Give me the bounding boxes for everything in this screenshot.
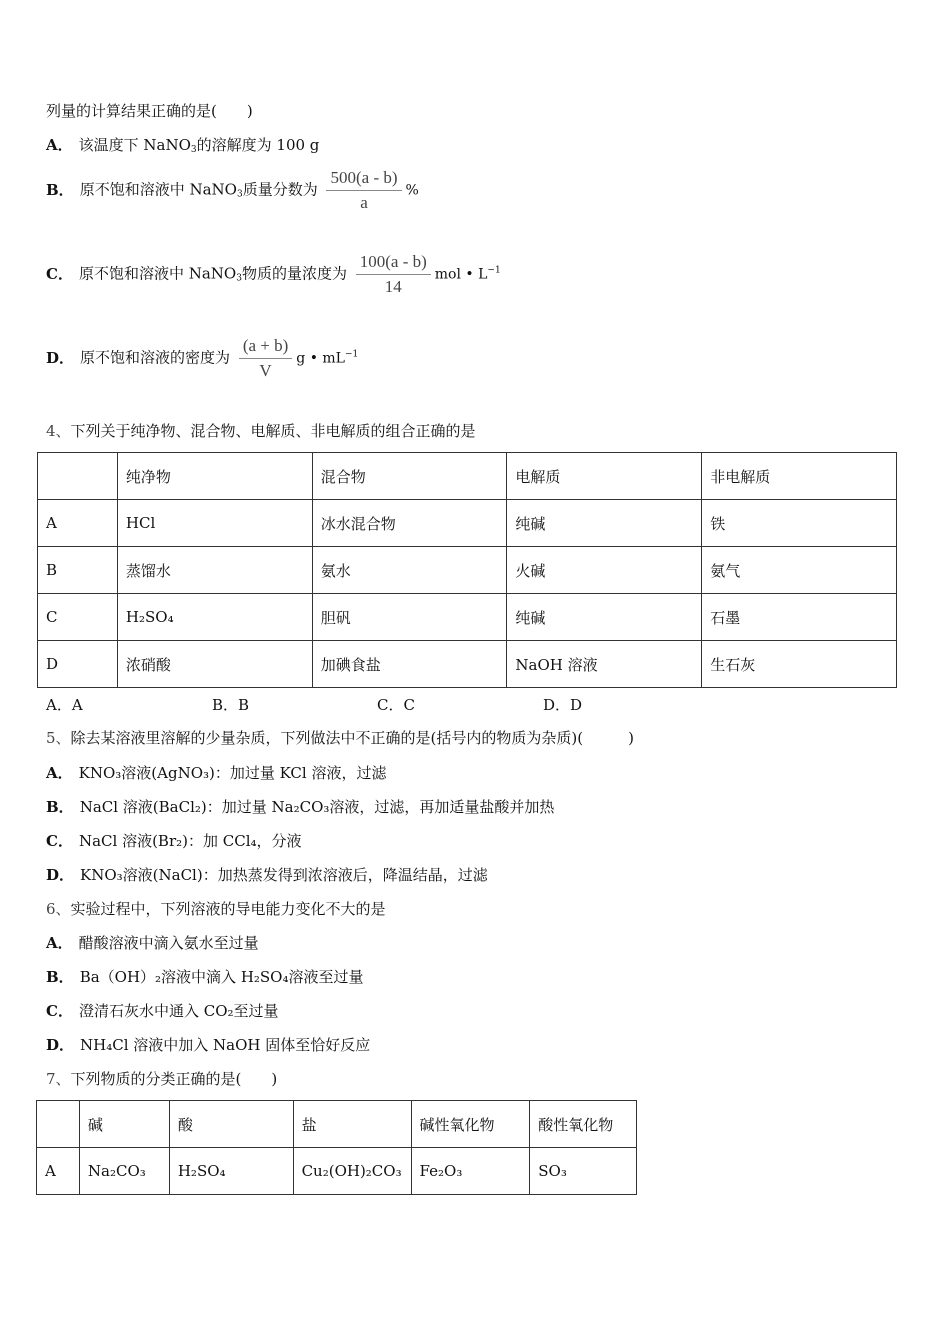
table-header: 非电解质	[702, 453, 897, 500]
fraction	[326, 168, 401, 213]
table-header: 盐	[293, 1101, 411, 1148]
table-header	[37, 1101, 80, 1148]
table-cell: Cu₂(OH)₂CO₃	[293, 1148, 411, 1195]
q3-option-c	[46, 252, 501, 297]
q5-option-d	[46, 865, 488, 885]
option-letter: A．	[46, 764, 73, 782]
q7-table	[36, 1100, 637, 1195]
option-letter: B．	[46, 798, 74, 816]
fraction	[356, 252, 431, 297]
option-text: NH₄Cl 溶液中加入 NaOH 固体至恰好反应	[80, 1036, 371, 1054]
option-text: Ba（OH）₂溶液中滴入 H₂SO₄溶液至过量	[79, 968, 364, 986]
table-cell: 火碱	[507, 547, 702, 594]
table-cell: 铁	[702, 500, 897, 547]
fraction-denominator: a	[360, 193, 368, 212]
table-cell: HCl	[117, 500, 312, 547]
table-cell: 氨气	[702, 547, 897, 594]
option-text: 澄清石灰水中通入 CO₂至过量	[78, 1002, 279, 1020]
q7-stem	[46, 1069, 277, 1089]
q6-stem	[46, 899, 386, 919]
table-cell: NaOH 溶液	[507, 641, 702, 688]
option-text: 质量分数为	[242, 180, 318, 199]
option-text: 该温度下 NaNO	[78, 136, 191, 154]
table-header-row	[37, 1101, 637, 1148]
table-row	[38, 547, 897, 594]
fraction-denominator: 14	[384, 277, 402, 296]
subscript: 3	[190, 145, 197, 155]
table-row	[38, 500, 897, 547]
question-number: 5、	[46, 729, 71, 747]
table-header: 碱性氧化物	[411, 1101, 530, 1148]
table-cell: 纯碱	[507, 500, 702, 547]
option-letter: A．	[46, 136, 73, 154]
q4-stem	[46, 421, 476, 441]
table-cell: 胆矾	[312, 594, 507, 641]
q5-option-c	[46, 831, 302, 851]
question-text: 下列物质的分类正确的是( )	[70, 1070, 278, 1088]
table-cell: 氨水	[312, 547, 507, 594]
question-number: 4、	[46, 422, 71, 440]
table-header-row	[38, 453, 897, 500]
table-cell: 石墨	[702, 594, 897, 641]
superscript: −1	[487, 265, 501, 276]
question-text: 除去某溶液里溶解的少量杂质，下列做法中不正确的是(括号内的物质为杂质)( )	[70, 729, 634, 747]
subscript: 3	[236, 273, 242, 284]
q6-option-b	[46, 967, 364, 987]
table-cell: 纯碱	[507, 594, 702, 641]
answer-choice-c[interactable]: C．C	[377, 696, 415, 714]
table-row	[37, 1148, 637, 1195]
q5-stem	[46, 728, 634, 748]
option-text: NaCl 溶液(BaCl₂)：加过量 Na₂CO₃溶液，过滤，再加适量盐酸并加热	[79, 798, 555, 816]
table-cell: 冰水混合物	[312, 500, 507, 547]
option-letter: D．	[46, 1036, 75, 1054]
q3-stem: 列量的计算结果正确的是( )	[46, 102, 253, 120]
option-text: KNO₃溶液(AgNO₃)：加过量 KCl 溶液，过滤	[78, 764, 387, 782]
option-text: 原不饱和溶液中 NaNO	[79, 180, 237, 199]
option-text: 的溶解度为 100 g	[196, 136, 320, 154]
table-header: 酸	[169, 1101, 293, 1148]
table-header: 纯净物	[117, 453, 312, 500]
table-cell: Fe₂O₃	[411, 1148, 530, 1195]
table-row	[38, 641, 897, 688]
option-letter: C．	[46, 264, 73, 283]
unit: mol • L	[434, 266, 488, 283]
q3-option-b	[46, 168, 419, 213]
table-header: 电解质	[507, 453, 702, 500]
table-cell: 生石灰	[702, 641, 897, 688]
table-cell: 加碘食盐	[312, 641, 507, 688]
q3-option-a	[46, 135, 319, 160]
fraction-numerator: 100(a - b)	[356, 252, 431, 275]
option-text: 物质的量浓度为	[241, 264, 347, 283]
option-letter: C．	[46, 832, 73, 850]
option-text: NaCl 溶液(Br₂)：加 CCl₄，分液	[78, 832, 302, 850]
answer-choice-d[interactable]: D．D	[543, 696, 583, 714]
subscript: 3	[236, 189, 243, 200]
q4-table	[37, 452, 897, 688]
answer-choice-a[interactable]: A．A	[46, 696, 83, 714]
fraction-numerator: 500(a - b)	[326, 168, 401, 191]
unit: %	[405, 182, 419, 199]
table-cell: 浓硝酸	[117, 641, 312, 688]
superscript: −1	[344, 349, 359, 360]
fraction-denominator: V	[259, 361, 272, 380]
table-cell: 蒸馏水	[117, 547, 312, 594]
table-cell: A	[38, 500, 118, 547]
option-text: 醋酸溶液中滴入氨水至过量	[78, 934, 259, 952]
table-cell: H₂SO₄	[169, 1148, 293, 1195]
unit: g • mL	[296, 350, 345, 367]
q5-option-a	[46, 763, 386, 783]
table-cell: Na₂CO₃	[79, 1148, 169, 1195]
option-text: 原不饱和溶液的密度为	[80, 348, 231, 367]
table-cell: D	[38, 641, 118, 688]
fraction	[239, 336, 292, 381]
option-text: KNO₃溶液(NaCl)：加热蒸发得到浓溶液后，降温结晶，过滤	[80, 866, 488, 884]
table-header	[38, 453, 118, 500]
option-letter: B．	[46, 180, 74, 199]
q5-option-b	[46, 797, 554, 817]
table-header: 碱	[79, 1101, 169, 1148]
table-row	[38, 594, 897, 641]
option-text: 原不饱和溶液中 NaNO	[78, 264, 237, 283]
table-header: 酸性氧化物	[530, 1101, 637, 1148]
table-header: 混合物	[312, 453, 507, 500]
option-letter: D．	[46, 866, 75, 884]
q3-option-d	[46, 336, 358, 381]
option-letter: C．	[46, 1002, 73, 1020]
table-cell: C	[38, 594, 118, 641]
fraction-numerator: (a + b)	[239, 336, 292, 359]
q6-option-a	[46, 933, 259, 953]
question-text: 下列关于纯净物、混合物、电解质、非电解质的组合正确的是	[70, 422, 476, 440]
option-letter: D．	[46, 348, 75, 367]
table-cell: H₂SO₄	[117, 594, 312, 641]
option-letter: A．	[46, 934, 73, 952]
table-cell: SO₃	[530, 1148, 637, 1195]
option-letter: B．	[46, 968, 74, 986]
q6-option-d	[46, 1035, 370, 1055]
question-number: 6、	[46, 900, 71, 918]
question-number: 7、	[46, 1070, 71, 1088]
question-text: 实验过程中，下列溶液的导电能力变化不大的是	[70, 900, 386, 918]
answer-choice-b[interactable]: B．B	[212, 696, 250, 714]
q6-option-c	[46, 1001, 279, 1021]
table-cell: A	[37, 1148, 80, 1195]
table-cell: B	[38, 547, 118, 594]
